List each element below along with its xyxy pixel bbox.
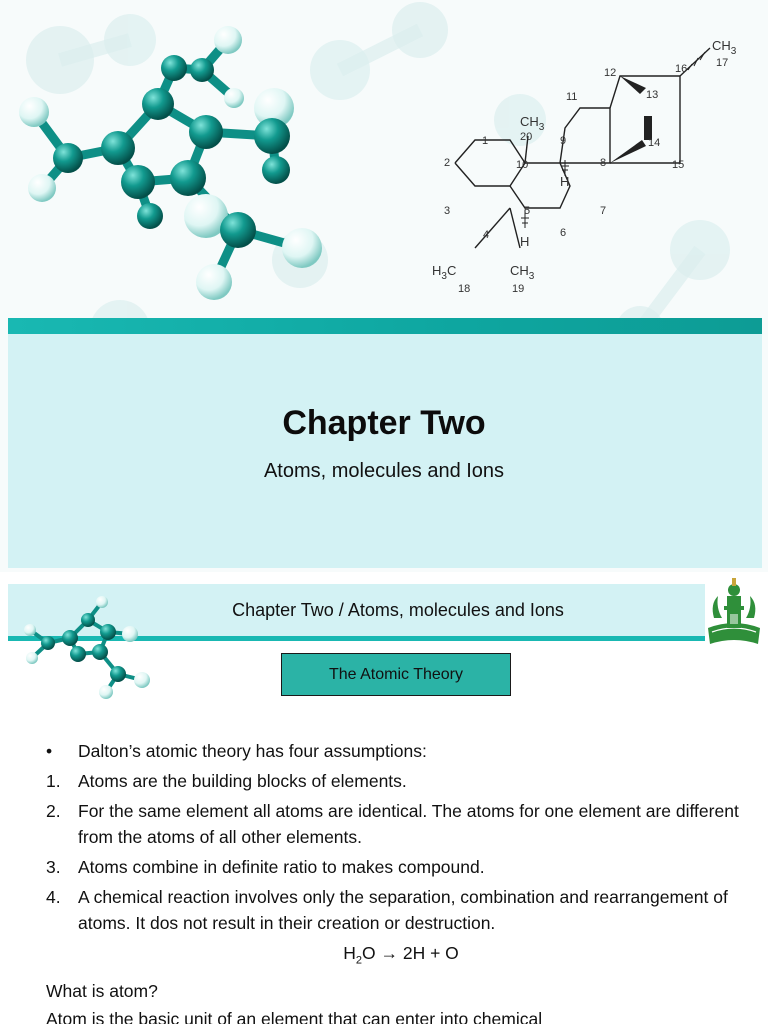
label-1: 1 [482, 135, 489, 147]
item-number: 1. [46, 771, 61, 791]
h-5-label: H [520, 234, 530, 249]
question-text: What is atom? [46, 980, 158, 1001]
label-13: 13 [646, 89, 659, 101]
item-number: 2. [46, 801, 61, 821]
item-number: 4. [46, 887, 61, 907]
chapter-subtitle: Atoms, molecules and Ions [263, 460, 505, 482]
content-slide [0, 574, 768, 1024]
item-text: Atoms combine in definite ratio to makes compound. [78, 857, 485, 877]
label-16: 16 [675, 63, 688, 75]
h3c-18-label: $H_3C$ [432, 263, 457, 282]
chemical-equation [46, 940, 746, 974]
section-title-box [281, 653, 511, 696]
eq-h: H [343, 943, 356, 963]
label-12: 12 [604, 67, 617, 79]
label-7: 7 [600, 205, 607, 217]
item-text: A chemical reaction involves only the separation, combination and rearrangement of atoms. It dos not result in their creation or destruction. [78, 887, 728, 933]
label-8: 8 [600, 157, 607, 169]
label-9: 9 [560, 135, 567, 147]
label-18: 18 [458, 283, 471, 295]
intro-text: Dalton’s atomic theory has four assumptions: [78, 741, 427, 761]
label-14: 14 [648, 137, 661, 149]
chapter-title: Chapter Two [282, 404, 486, 442]
steroid-structure-diagram [420, 28, 760, 308]
item-text: Atoms are the building blocks of elements. [78, 771, 407, 791]
label-20: 20 [520, 131, 533, 143]
label-11: 11 [566, 91, 578, 103]
slide-header-title: Chapter Two / Atoms, molecules and Ions [232, 600, 564, 620]
eq-rest: O → 2H + O [362, 943, 459, 963]
item-number: 3. [46, 857, 61, 877]
slide-body [46, 738, 746, 1024]
section-title: The Atomic Theory [329, 665, 463, 683]
h-9-label: H [560, 174, 570, 189]
definition-text: Atom is the basic unit of an element that can enter into chemical [46, 1008, 543, 1024]
label-2: 2 [444, 157, 451, 169]
label-6: 6 [560, 227, 567, 239]
ch3-17-label: $CH_3$ [712, 38, 737, 57]
bullet-marker: • [46, 741, 53, 761]
title-panel [8, 334, 762, 568]
molecule-illustration [10, 20, 330, 310]
intro-bullet-item [46, 738, 746, 764]
label-17: 17 [716, 57, 729, 69]
label-10: 10 [516, 159, 529, 171]
eq-subscript: 2 [355, 954, 362, 967]
label-15: 15 [672, 159, 685, 171]
assumption-item-4 [46, 884, 746, 936]
label-3: 3 [444, 205, 451, 217]
label-4: 4 [483, 229, 490, 241]
assumption-item-2 [46, 798, 746, 850]
item-text: For the same element all atoms are identical. The atoms for one element are different from the atoms of all other elements. [78, 801, 739, 847]
ch3-19-label: $CH_3$ [510, 263, 535, 282]
assumption-item-1 [46, 768, 746, 794]
assumption-item-3 [46, 854, 746, 880]
title-accent-bar [8, 318, 762, 334]
label-5: 5 [524, 205, 531, 217]
ch3-20-label: $CH_3$ [520, 114, 545, 133]
label-19: 19 [512, 283, 525, 295]
